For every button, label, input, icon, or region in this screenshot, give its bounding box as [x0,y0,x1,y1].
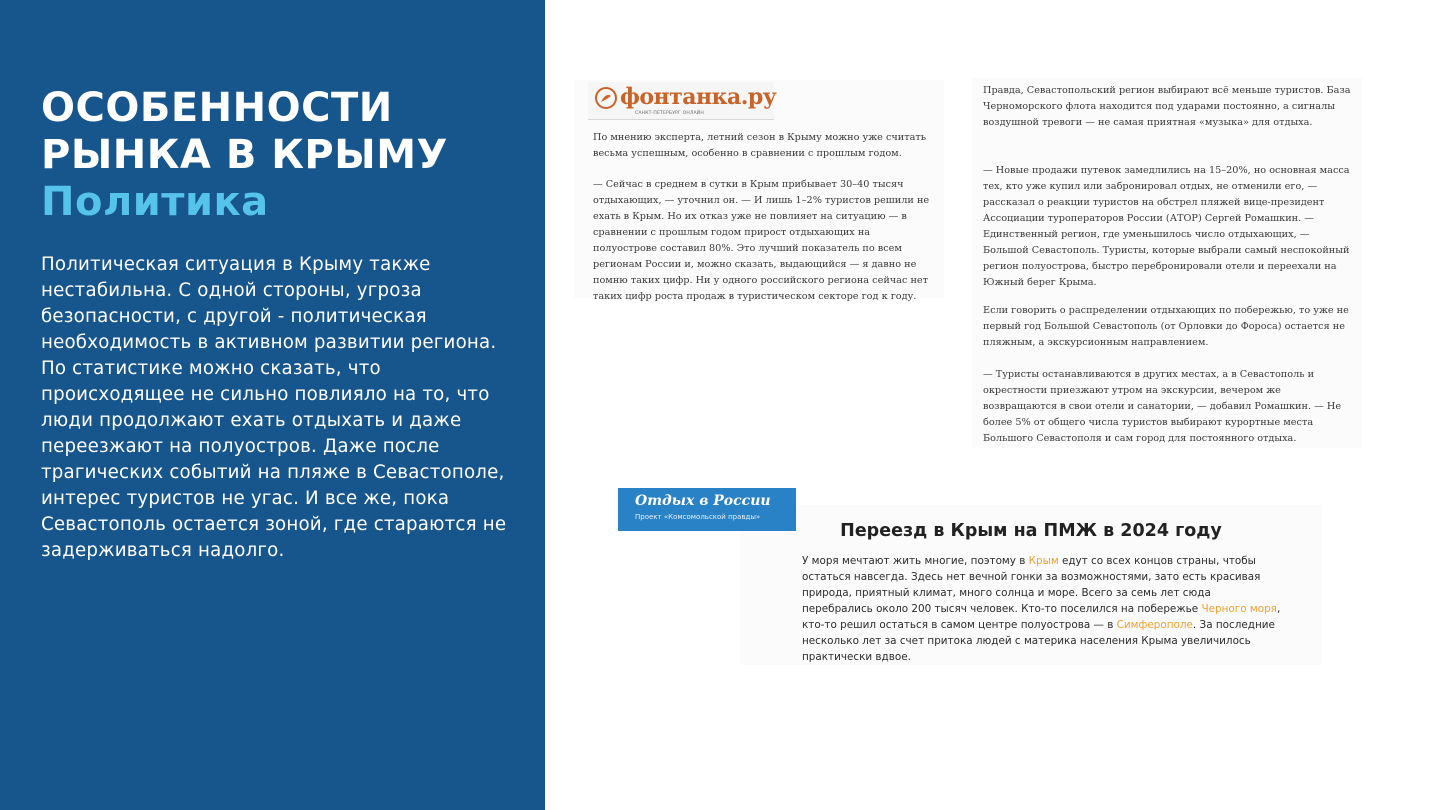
sevastopol-clipping [972,78,1362,448]
otdyh-logo-subtitle: Проект «Комсомольской правды» [635,513,761,521]
fontanka-paragraph-2: — Сейчас в среднем в сутки в Крым прибывает 30–40 тысяч отдыхающих, — уточнил он. — И лишь 1–2% туристов решили не ехать в Крым. Но их отказ уже не повлияет на ситуацию — в сравнении с прошлым годом прирост отдыхающих на полуострове составил 80%. Это лучший показатель по всем регионам России и, можно сказать, выдающийся — я давно не помню таких цифр. Ни у одного российского региона сейчас нет таких цифр роста продаж в туристическом секторе год к году. [593,179,930,302]
kp-clipping [740,505,1322,665]
title-line-1: ОСОБЕННОСТИ [41,85,393,131]
otdyh-logo-title: Отдых в России [635,493,771,509]
otdyh-v-rossii-logo [618,488,796,531]
fontanka-logo [588,82,777,120]
kp-text-3: , кто-то решил остаться в самом центре полуострова — в [802,603,1281,631]
link-black-sea[interactable]: Черного моря [1201,603,1277,615]
fontanka-clipping [574,80,944,302]
kp-text-1: У моря мечтают жить многие, поэтому в [802,555,1029,567]
kp-text-2: едут со всех концов страны, чтобы остаться навсегда. Здесь нет вечной гонки за возможностями, зато есть красивая природа, приятный климат, много солнца и море. Всего за семь лет сюда перебрались около 200 тысяч человек. Кто-то поселился на побережье [802,555,1261,615]
kp-paragraph [802,553,1282,665]
fontanka-logo-subtitle: САНКТ-ПЕТЕРБУРГ ОНЛАЙН [635,111,704,116]
fontanka-logo-text: фонтанка.ру [620,84,777,110]
body-text: Политическая ситуация в Крыму также нестабильна. С одной стороны, угроза безопасности, с другой - политическая необходимость в активном развитии региона. По статистике можно сказать, что происходящее не сильно повлияло на то, что люди продолжают ехать отдыхать и даже переезжают на полуостров. Даже после трагических событий на пляже в Севастополе, интерес туристов не угас. И все же, пока Севастополь остается зоной, где стараются не задерживаться надолго. [41,254,507,561]
title-accent: Политика [41,179,269,225]
kp-text-4: . За последние несколько лет за счет притока людей с материка населения Крыма увеличилось практически вдвое. [802,619,1275,663]
kp-headline: Переезд в Крым на ПМЖ в 2024 году [840,521,1222,541]
sevastopol-paragraph-1: Правда, Севастопольский регион выбирают всё меньше туристов. База Черноморского флота находится под ударами постоянно, а сигналы воздушной тревоги — не самая приятная «музыка» для отдыха. [983,85,1351,128]
left-panel [0,0,545,810]
link-krym[interactable]: Крым [1028,555,1059,567]
sevastopol-paragraph-3: Если говорить о распределении отдыхающих по побережью, то уже не первый год Большой Севастополь (от Орловки до Фороса) остается не пляжным, а экскурсионным направлением. [983,305,1349,348]
title-line-2: РЫНКА В КРЫМУ [41,132,448,178]
fontanka-paragraph-1: По мнению эксперта, летний сезон в Крыму можно уже считать весьма успешным, особенно в сравнении с прошлым годом. [593,132,926,159]
sevastopol-paragraph-4: — Туристы останавливаются в других местах, а в Севастополь и окрестности приезжают утром на экскурсии, вечером же возвращаются в свои отели и санатории, — добавил Ромашкин. — Не более 5% от общего числа туристов выбирают курортные места Большого Севастополя и сам город для постоянного отдыха. [983,369,1342,444]
slide-title [41,85,521,226]
fontanka-logo-icon [594,86,618,110]
link-simferopol[interactable]: Симферополе [1116,619,1193,631]
sevastopol-paragraph-2: — Новые продажи путевок замедлились на 15–20%, но основная масса тех, кто уже купил или забронировал отдых, не отменили его, — рассказал о реакции туристов на обстрел пляжей вице-президент Ассоциации туроператоров России (АТОР) Сергей Ромашкин. — Единственный регион, где уменьшилось число отдыхающих, — Большой Севастополь. Туристы, которые выбрали самый неспокойный регион полуострова, быстро перебронировали отели и переехали на Южный берег Крыма. [983,165,1350,288]
